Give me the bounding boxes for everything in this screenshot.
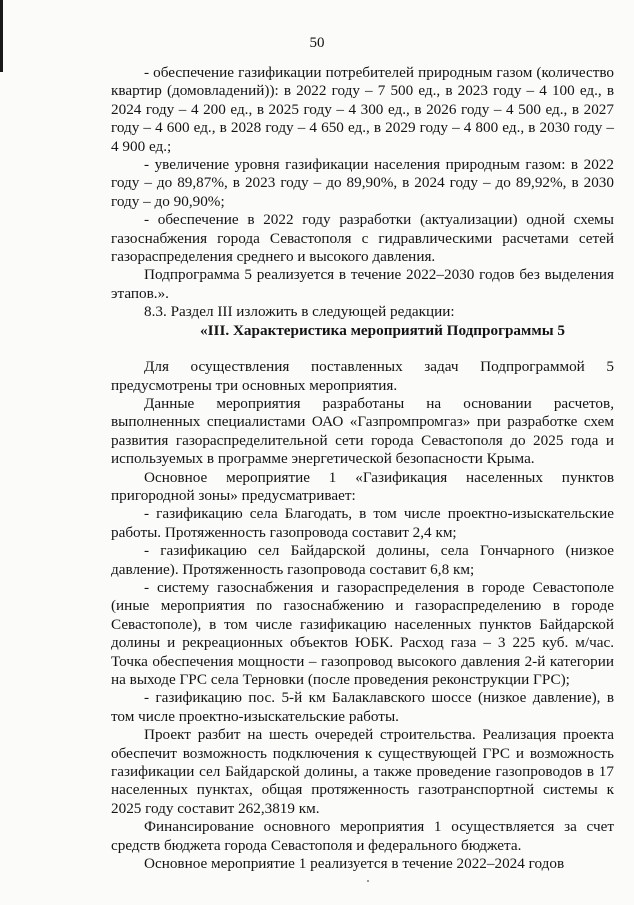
paragraph-subprogram-period: Подпрограмма 5 реализуется в течение 2022–2030 годов без выделения этапов.». <box>111 266 614 302</box>
paragraph-financing: Финансирование основного мероприятия 1 осуществляется за счет средств бюджета города Севастополя и федерального бюджета. <box>111 818 614 854</box>
paragraph-scheme-development: - обеспечение в 2022 году разработки (актуализации) одной схемы газоснабжения города Севастополя с гидравлическими расчетами сетей газораспределения среднего и высокого давления. <box>111 211 614 266</box>
scan-speck <box>367 880 369 882</box>
paragraph-project-stages: Проект разбит на шесть очередей строительства. Реализация проекта обеспечит возможность подключения к существующей ГРС и возможность газификации сел Байдарской долины, а также проведение газопроводов в 17 населенных пунктах, общая протяженность газотранспортной системы к 2025 году составит 262,3819 км. <box>111 726 614 817</box>
paragraph-gasification-level: - увеличение уровня газификации населения природным газом: в 2022 году – до 89,87%, в 2023 году – до 89,90%, в 2024 году – до 89,92%, в 2030 году – до 90,90%; <box>111 156 614 210</box>
page-number: 50 <box>309 35 325 51</box>
paragraph-implementation-period: Основное мероприятие 1 реализуется в течение 2022–2024 годов <box>144 855 565 873</box>
paragraph-gasification-apartments: - обеспечение газификации потребителей природным газом (количество квартир (домовладений)): в 2022 году – 7 500 ед., в 2023 году – 4 100 ед., в 2024 году – 4 200 ед., в 2025 году – 4 300 ед., в 2026 году – 4 500 ед., в 2027 году – 4 600 ед., в 2028 году – 4 650 ед., в 2029 году – 4 800 ед., в 2030 году – 4 900 ед.; <box>111 64 614 155</box>
document-body <box>111 64 614 873</box>
paragraph-main-measure-1: Основное мероприятие 1 «Газификация населенных пунктов пригородной зоны» предусматривает: <box>111 468 614 504</box>
list-item-blagodat: - газификацию села Благодать, в том числе проектно-изыскательские работы. Протяженность газопровода составит 2,4 км; <box>111 505 614 541</box>
paragraph-measures-basis: Данные мероприятия разработаны на основании расчетов, выполненных специалистами ОАО «Газпромпромгаз» при разработке схем развития газораспределительной сети города Севастополя до 2025 года и используемых в программе энергетической безопасности Крыма. <box>111 394 614 468</box>
list-item-balaklava-highway: - газификацию пос. 5-й км Балаклавского шоссе (низкое давление), в том числе проектно-изыскательские работы. <box>111 689 614 725</box>
section-heading: «III. Характеристика мероприятий Подпрограммы 5 <box>200 321 565 339</box>
paragraph-three-measures: Для осуществления поставленных задач Подпрограммой 5 предусмотрены три основных мероприятия. <box>111 358 614 394</box>
list-item-baydar-valley: - газификацию сел Байдарской долины, села Гончарного (низкое давление). Протяженность газопровода составит 6,8 км; <box>111 542 614 578</box>
list-item-gas-system: - систему газоснабжения и газораспределения в городе Севастополе (иные мероприятия по газоснабжению и газораспределению в городе Севастополе), в том числе газификацию населенных пунктов Байдарской долины и рекреационных объектов ЮБК. Расход газа – 3 225 куб. м/час. Точка обеспечения мощности – газопровод высокого давления 2-й категории на выходе ГРС села Терновки (после проведения реконструкции ГРС); <box>111 578 614 688</box>
paragraph-section-amendment: 8.3. Раздел III изложить в следующей редакции: <box>144 303 455 321</box>
